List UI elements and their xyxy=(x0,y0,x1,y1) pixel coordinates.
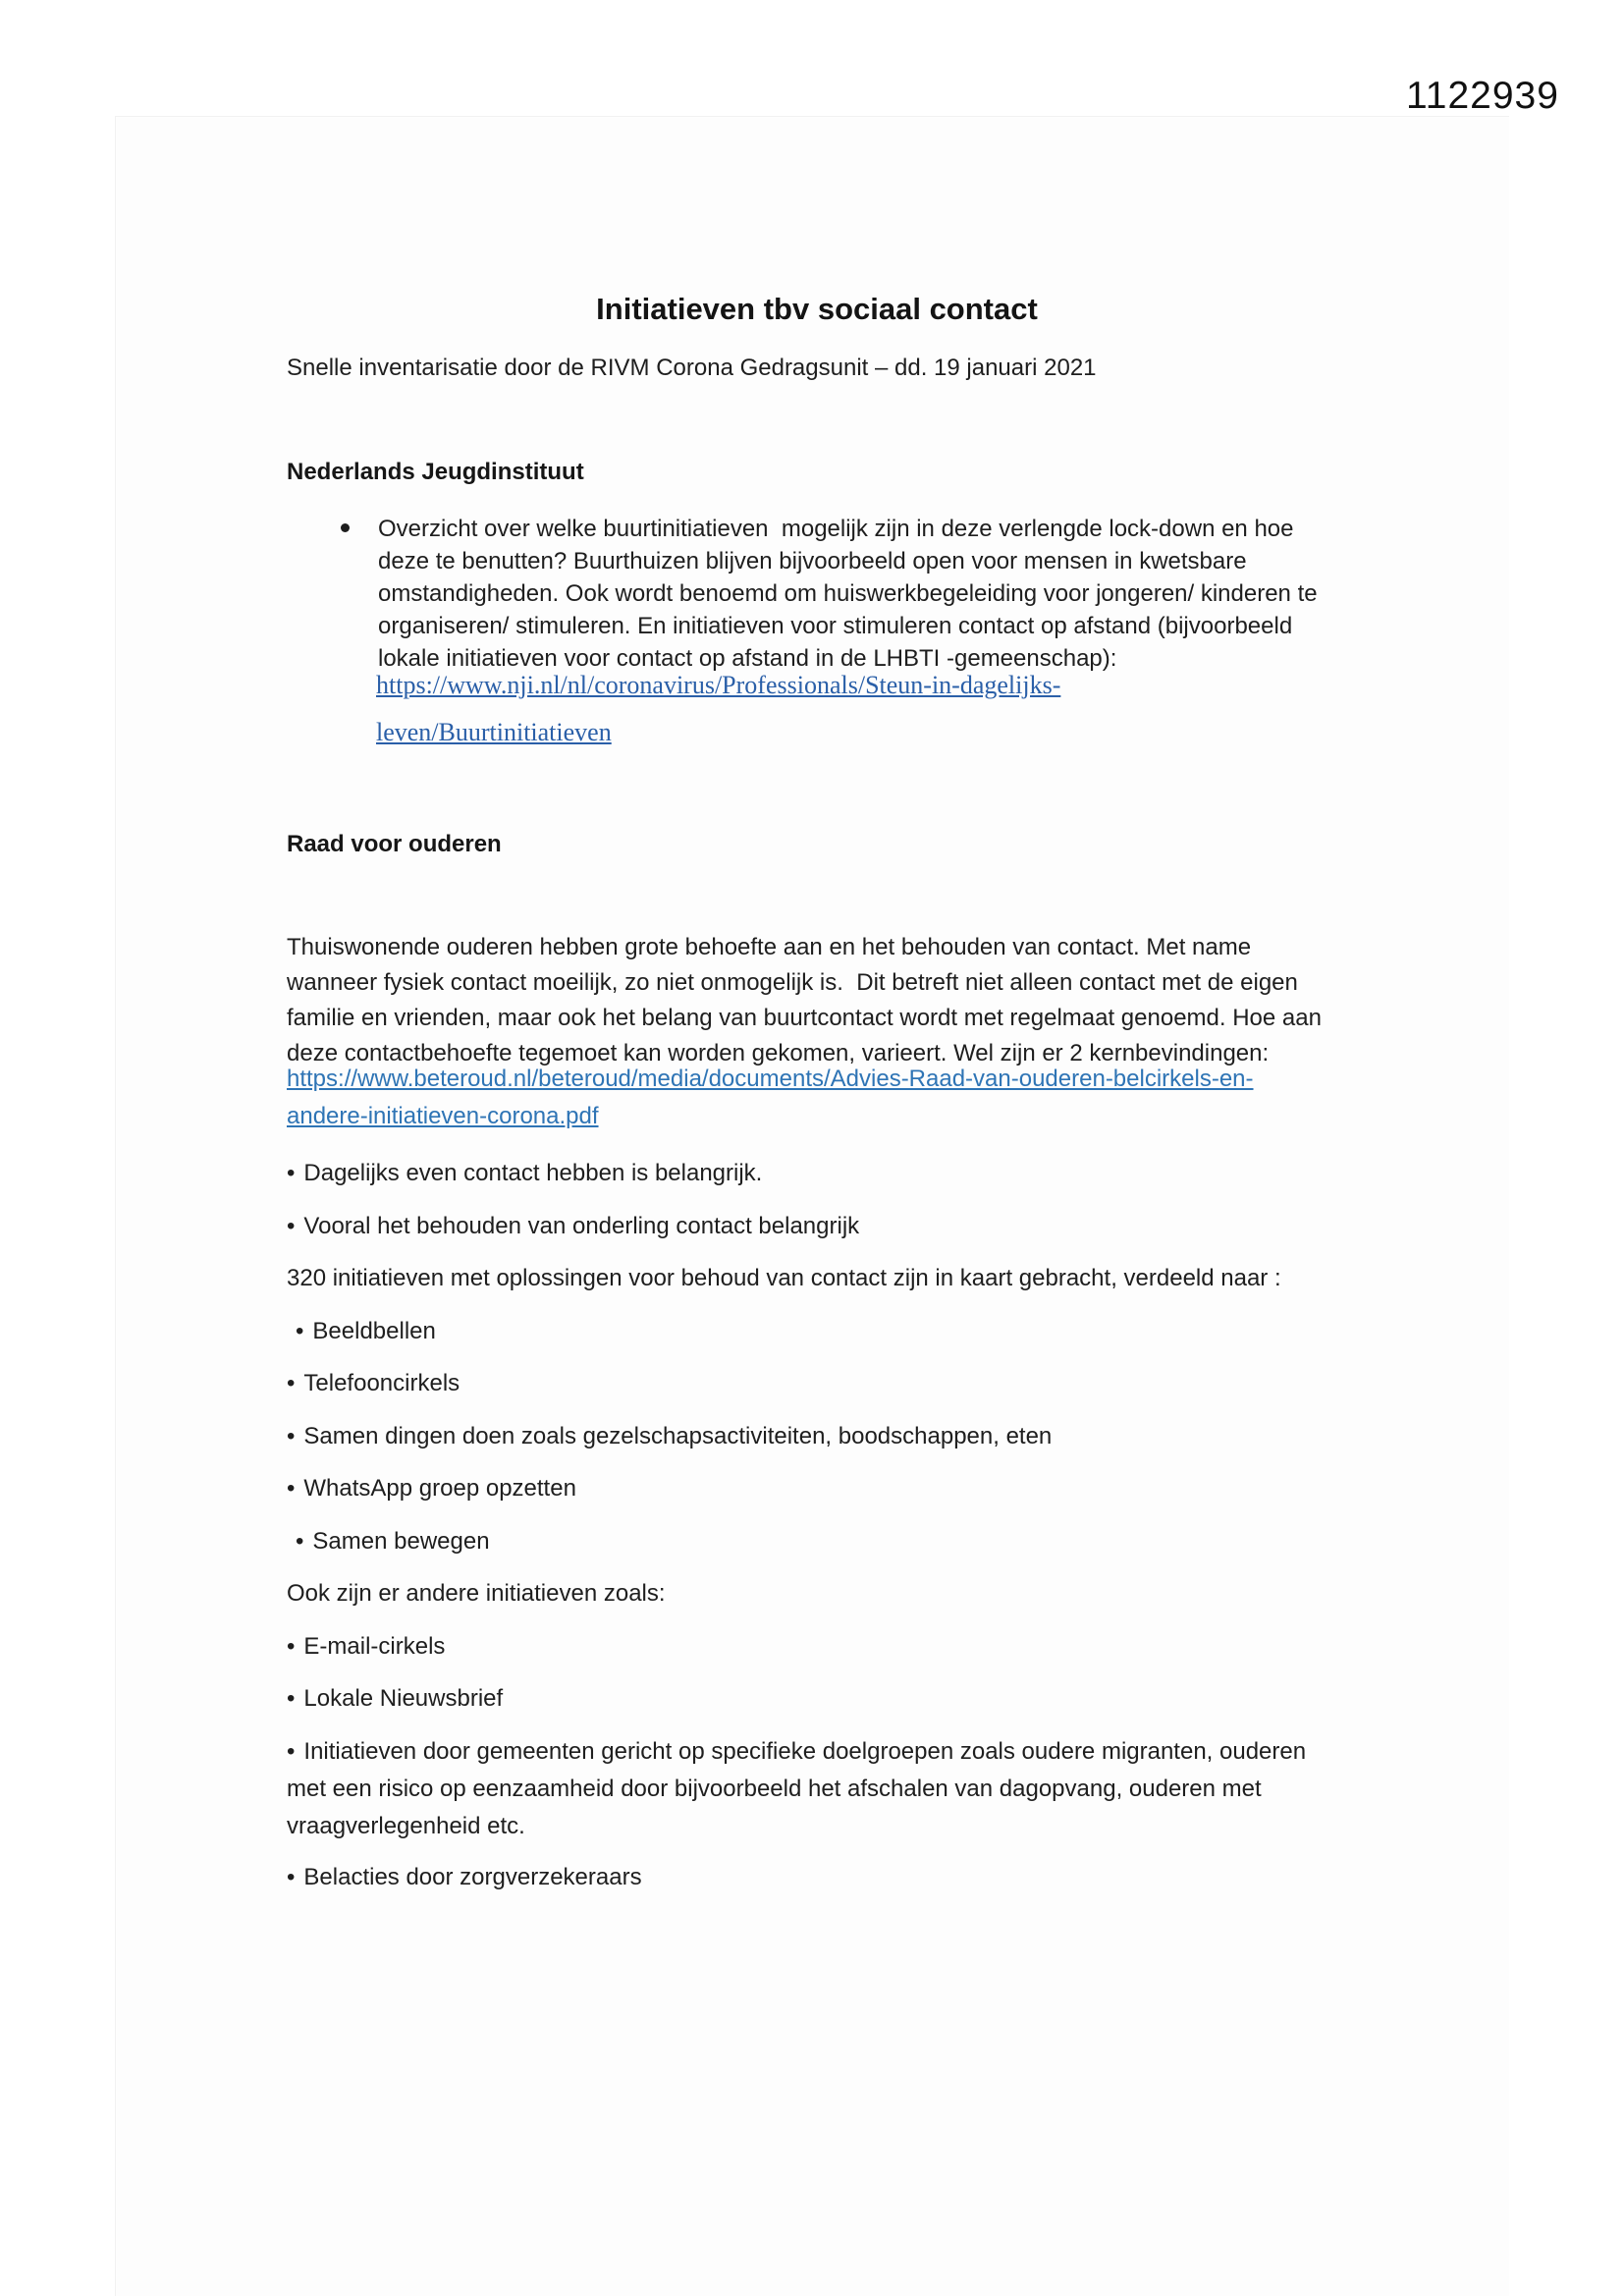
list-item xyxy=(287,1474,576,1503)
list-item-text: Initiatieven door gemeenten gericht op specifieke doelgroepen zoals oudere migranten, ouderen xyxy=(303,1738,1307,1765)
list-item xyxy=(287,1632,445,1662)
list-item xyxy=(287,1369,460,1398)
bullet-icon: • xyxy=(287,1423,296,1449)
bullet-icon: • xyxy=(287,1475,296,1502)
list-item-text: Telefooncirkels xyxy=(303,1370,460,1396)
list-item xyxy=(287,1422,1052,1451)
paragraph-line: wanneer fysiek contact moeilijk, zo niet onmogelijk is. Dit betreft niet alleen contact met de eigen xyxy=(287,969,1298,996)
bullet-icon: • xyxy=(287,1160,296,1186)
bullet-icon xyxy=(341,523,350,532)
link-nji-line-2[interactable]: leven/Buurtinitiatieven xyxy=(376,718,612,746)
list-item xyxy=(287,1159,762,1188)
section-heading-raad-voor-ouderen: Raad voor ouderen xyxy=(287,831,502,857)
list-item-text: 320 initiatieven met oplossingen voor behoud van contact zijn in kaart gebracht, verdeeld naar : xyxy=(287,1265,1281,1291)
document-title: Initiatieven tbv sociaal contact xyxy=(596,292,1038,326)
bullet-icon: • xyxy=(287,1633,296,1660)
list-item-text: Samen dingen doen zoals gezelschapsactiviteiten, boodschappen, eten xyxy=(303,1423,1053,1449)
list-intro-line xyxy=(287,1579,666,1609)
list-item-text: Ook zijn er andere initiatieven zoals: xyxy=(287,1580,666,1607)
list-item xyxy=(296,1527,490,1557)
bullet-icon: • xyxy=(287,1370,296,1396)
list-item-text: WhatsApp groep opzetten xyxy=(303,1475,576,1502)
paragraph-line: Thuiswonende ouderen hebben grote behoefte aan en het behouden van contact. Met name xyxy=(287,934,1252,960)
link-beteroud-line-2[interactable]: andere-initiatieven-corona.pdf xyxy=(287,1103,599,1129)
bullet-icon: • xyxy=(296,1318,304,1344)
document-subtitle: Snelle inventarisatie door de RIVM Corona Gedragsunit – dd. 19 januari 2021 xyxy=(287,355,1097,381)
paragraph-line: deze contactbehoefte tegemoet kan worden gekomen, varieert. Wel zijn er 2 kernbevindingen: xyxy=(287,1040,1270,1066)
bullet-icon: • xyxy=(287,1213,296,1239)
list-item xyxy=(287,1863,642,1892)
list-item-text: Beeldbellen xyxy=(312,1318,436,1344)
list-item-text: Belacties door zorgverzekeraars xyxy=(303,1864,642,1890)
list-item-continuation: vraagverlegenheid etc. xyxy=(287,1813,525,1839)
list-item xyxy=(287,1684,503,1714)
section-heading-nederlands-jeugdinstituut: Nederlands Jeugdinstituut xyxy=(287,459,584,485)
paragraph-line: deze te benutten? Buurthuizen blijven bijvoorbeeld open voor mensen in kwetsbare xyxy=(378,548,1247,574)
list-item-continuation: met een risico op eenzaamheid door bijvoorbeeld het afschalen van dagopvang, ouderen met xyxy=(287,1776,1262,1802)
bullet-icon: • xyxy=(287,1738,296,1765)
paragraph-line: lokale initiatieven voor contact op afstand in de LHBTI -gemeenschap): xyxy=(378,645,1117,672)
list-item-text: Lokale Nieuwsbrief xyxy=(303,1685,504,1712)
list-intro-line xyxy=(287,1264,1281,1293)
paragraph-line: omstandigheden. Ook wordt benoemd om huiswerkbegeleiding voor jongeren/ kinderen te xyxy=(378,580,1318,607)
link-beteroud-line-1[interactable]: https://www.beteroud.nl/beteroud/media/documents/Advies-Raad-van-ouderen-belcirkels-en- xyxy=(287,1066,1254,1092)
bullet-icon: • xyxy=(296,1528,304,1555)
page-number: 1122939 xyxy=(1406,75,1559,117)
link-nji-line-1[interactable]: https://www.nji.nl/nl/coronavirus/Professionals/Steun-in-dagelijks- xyxy=(376,671,1061,699)
bullet-icon: • xyxy=(287,1685,296,1712)
scanned-page-background xyxy=(115,116,1509,2296)
paragraph-line: organiseren/ stimuleren. En initiatieven voor stimuleren contact op afstand (bijvoorbeeld xyxy=(378,613,1293,639)
paragraph-line: Overzicht over welke buurtinitiatieven mogelijk zijn in deze verlengde lock-down en hoe xyxy=(378,516,1294,542)
list-item xyxy=(296,1317,436,1346)
list-item-text: E-mail-cirkels xyxy=(303,1633,446,1660)
list-item xyxy=(287,1212,859,1241)
paragraph-line: familie en vrienden, maar ook het belang van buurtcontact wordt met regelmaat genoemd. Hoe aan xyxy=(287,1005,1322,1031)
list-item-text: Samen bewegen xyxy=(312,1528,490,1555)
list-item xyxy=(287,1737,1306,1767)
bullet-icon: • xyxy=(287,1864,296,1890)
list-item-text: Vooral het behouden van onderling contact belangrijk xyxy=(303,1213,860,1239)
list-item-text: Dagelijks even contact hebben is belangrijk. xyxy=(303,1160,763,1186)
